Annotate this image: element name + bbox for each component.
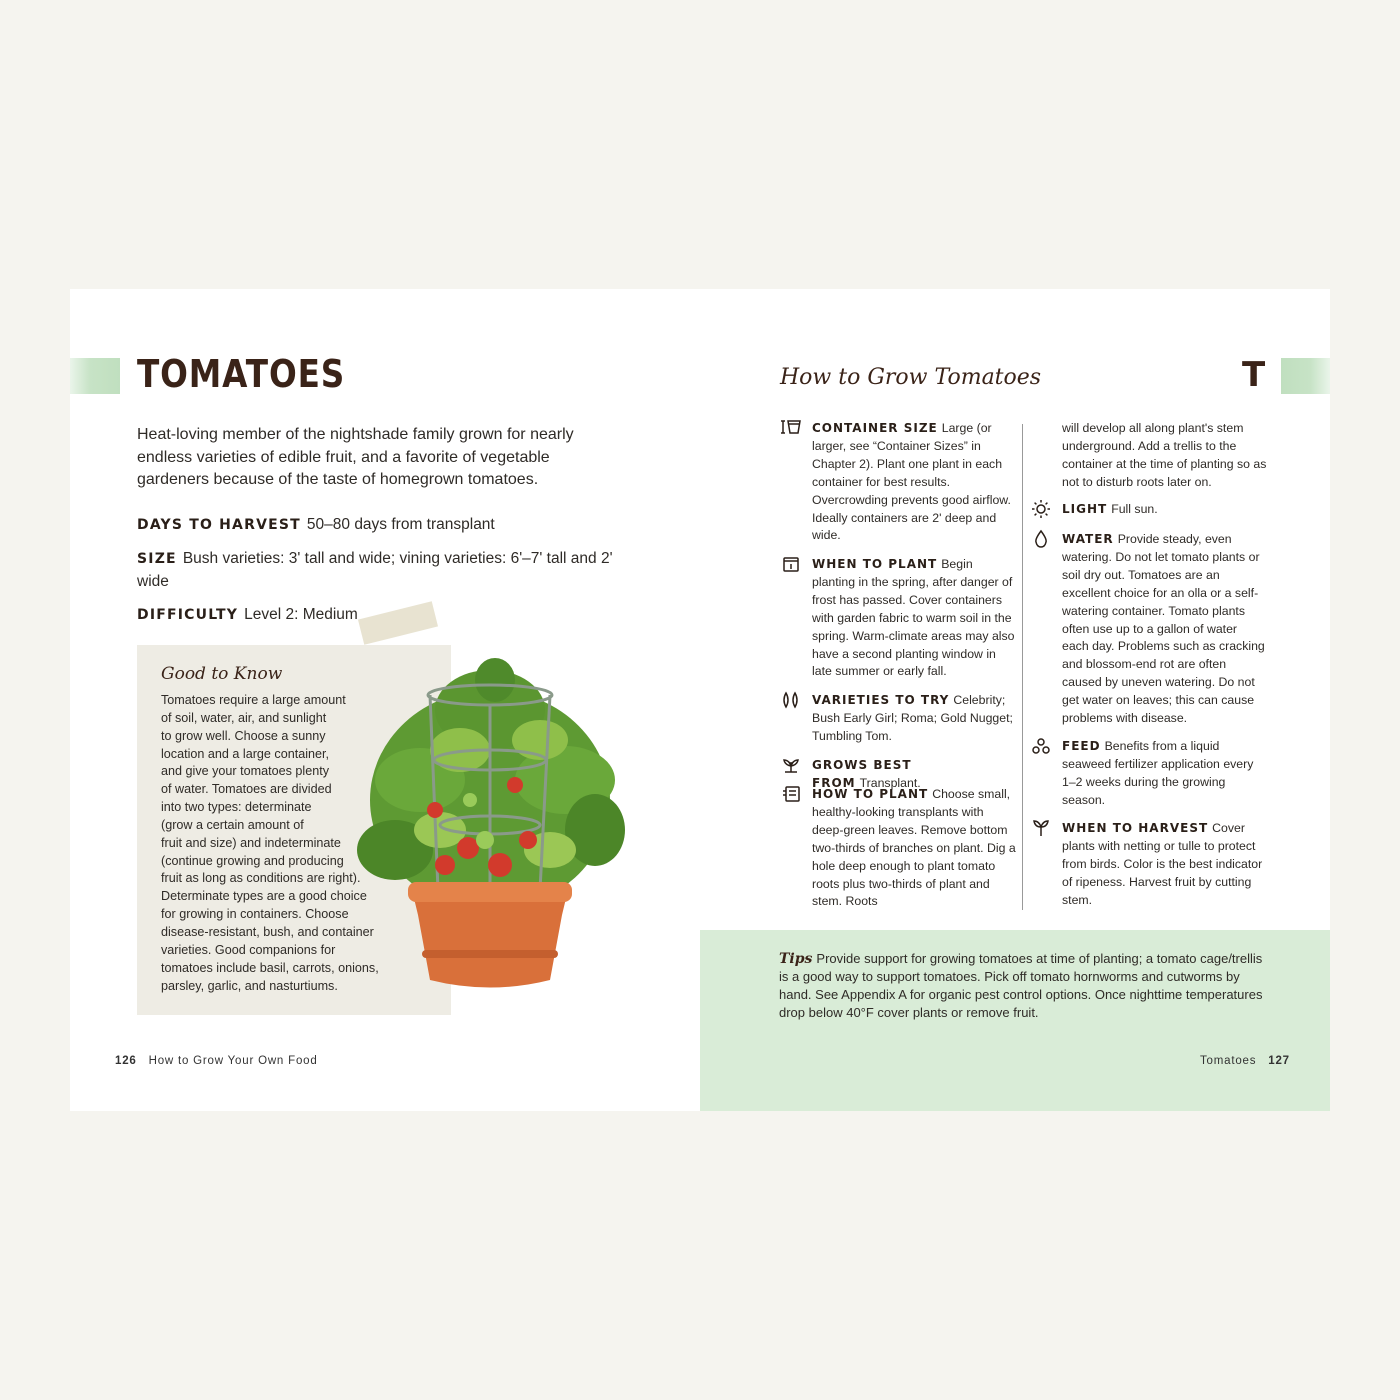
feed-label: FEED xyxy=(1062,739,1101,753)
when-to-plant-entry xyxy=(812,556,1017,681)
light-label: LIGHT xyxy=(1062,502,1108,516)
grows-best-from-label: GROWS BEST FROM xyxy=(812,758,912,790)
gtk-line: for growing in containers. Choose xyxy=(161,907,349,922)
page-title: TOMATOES xyxy=(137,352,346,396)
chapter-footer: Tomatoes xyxy=(1200,1055,1257,1067)
intro-paragraph: Heat-loving member of the nightshade family grown for nearly endless varieties of edible fruit, and a favorite of vegetable gardeners because of the taste of homegrown tomatoes. xyxy=(137,426,574,488)
light-entry xyxy=(1062,501,1267,519)
when-to-harvest-text: Cover plants with netting or tulle to protect from birds. Color is the best indicator of ripeness. Harvest fruit by cutting stem. xyxy=(1062,821,1263,907)
container-size-text: Large (or larger, see “Container Sizes” in Chapter 2). Plant one plant in each container for best results. Overcrowding prevents good airflow. Ideally containers are 2' deep and wide. xyxy=(812,421,1011,543)
tips-label: Tips xyxy=(779,951,813,967)
right-green-tab xyxy=(1281,358,1330,394)
days-to-harvest xyxy=(137,514,617,537)
tips xyxy=(779,950,1269,1022)
gtk-line: parsley, garlic, and nasturtiums. xyxy=(161,978,338,993)
sun-icon xyxy=(1031,499,1051,519)
container-icon xyxy=(781,418,801,438)
varieties-entry xyxy=(812,692,1017,746)
sprout-icon xyxy=(781,755,801,775)
book-title-footer: How to Grow Your Own Food xyxy=(148,1055,318,1067)
gtk-line: of water. Tomatoes are divided xyxy=(161,782,332,797)
difficulty-value: Level 2: Medium xyxy=(244,606,358,623)
difficulty-label: DIFFICULTY xyxy=(137,607,239,623)
gtk-line: (continue growing and producing xyxy=(161,853,344,868)
gtk-line: of soil, water, air, and sunlight xyxy=(161,710,327,725)
harvest-icon xyxy=(1031,818,1051,838)
grows-best-from-text: Transplant. xyxy=(859,775,921,790)
water-text: Provide steady, even watering. Do not let tomato plants or soil dry out. Tomatoes are an excellent choice for an olla or a self-watering container. Tomato plants often use up to a gallon of water each day. Problems such as cracking and blossom-end rot are often caused by uneven watering. Do not get water on leaves; this can cause problems with disease. xyxy=(1062,532,1265,726)
gtk-line: Determinate types are a good choice xyxy=(161,889,367,904)
how-to-plant-text: Choose small, healthy-looking transplants with deep-green leaves. Remove bottom two-thirds of branches on plant. Dig a hole deep enough to plant tomato roots plus two-thirds of plant and stem. Roots xyxy=(812,787,1016,909)
water-drop-icon xyxy=(1031,529,1051,549)
gtk-line: and give your tomatoes plenty xyxy=(161,764,330,779)
footer-right xyxy=(1200,1055,1290,1067)
container-size-entry xyxy=(812,420,1017,545)
days-to-harvest-label: DAYS TO HARVEST xyxy=(137,517,301,533)
page-number-left: 126 xyxy=(115,1055,137,1067)
gtk-line: location and a large container, xyxy=(161,746,330,761)
gtk-line: to grow well. Choose a sunny xyxy=(161,728,326,743)
varieties-label: VARIETIES TO TRY xyxy=(812,693,950,707)
tomato-plant-illustration xyxy=(350,650,635,1000)
gtk-line: disease-resistant, bush, and container xyxy=(161,924,374,939)
page-number-right: 127 xyxy=(1268,1055,1290,1067)
water-label: WATER xyxy=(1062,532,1114,546)
feed-entry xyxy=(1062,738,1267,810)
feed-text: Benefits from a liquid seaweed fertilizer application every 1–2 weeks during the growing season. xyxy=(1062,739,1254,807)
when-to-plant-text: Begin planting in the spring, after danger of frost has passed. Cover containers with garden fabric to warm soil in the spring. Warm-climate areas may also have a second planting window in late summer or early fall. xyxy=(812,557,1015,679)
left-green-tab xyxy=(70,358,120,394)
seeds-icon xyxy=(781,690,801,710)
size-info xyxy=(137,548,617,593)
section-letter: T xyxy=(1242,355,1266,395)
container-size-label: CONTAINER SIZE xyxy=(812,421,938,435)
size-label: SIZE xyxy=(137,551,177,567)
guide-title: How to Grow Tomatoes xyxy=(780,365,1042,390)
how-to-plant-entry xyxy=(812,786,1017,911)
days-to-harvest-value: 50–80 days from transplant xyxy=(306,516,495,533)
gtk-line: varieties. Good companions for xyxy=(161,942,336,957)
footer-left xyxy=(115,1055,318,1067)
fertilizer-icon xyxy=(1031,736,1051,756)
gtk-line: Tomatoes require a large amount xyxy=(161,693,346,707)
good-to-know-heading: Good to Know xyxy=(161,664,283,684)
when-to-plant-label: WHEN TO PLANT xyxy=(812,557,938,571)
column-divider xyxy=(1022,424,1023,910)
gtk-line: tomatoes include basil, carrots, onions, xyxy=(161,960,379,975)
water-entry xyxy=(1062,531,1267,728)
gtk-line: into two types: determinate xyxy=(161,800,312,815)
when-to-harvest-label: WHEN TO HARVEST xyxy=(1062,821,1209,835)
size-value: Bush varieties: 3' tall and wide; vining varieties: 6'–7' tall and 2' wide xyxy=(137,550,613,590)
light-text: Full sun. xyxy=(1111,502,1158,516)
how-to-plant-continuation: will develop all along plant's stem underground. Add a trellis to the container at the time of planting so as not to disturb roots later on. xyxy=(1062,421,1267,489)
gtk-line: fruit and size) and indeterminate xyxy=(161,835,341,850)
varieties-text: Celebrity; Bush Early Girl; Roma; Gold Nugget; Tumbling Tom. xyxy=(812,693,1013,743)
tips-text: Provide support for growing tomatoes at time of planting; a tomato cage/trellis is a good way to support tomatoes. Pick off tomato hornworms and cutworms by hand. See Appendix A for organic pest control options. Once nighttime temperatures drop below 40°F cover plants or remove fruit. xyxy=(779,951,1263,1020)
seed-packet-icon xyxy=(781,784,801,804)
how-to-plant-label: HOW TO PLANT xyxy=(812,787,929,801)
calendar-icon xyxy=(781,554,801,574)
gtk-line: (grow a certain amount of xyxy=(161,817,304,832)
when-to-harvest-entry xyxy=(1062,820,1267,910)
gtk-line: fruit as long as conditions are right). xyxy=(161,871,361,886)
